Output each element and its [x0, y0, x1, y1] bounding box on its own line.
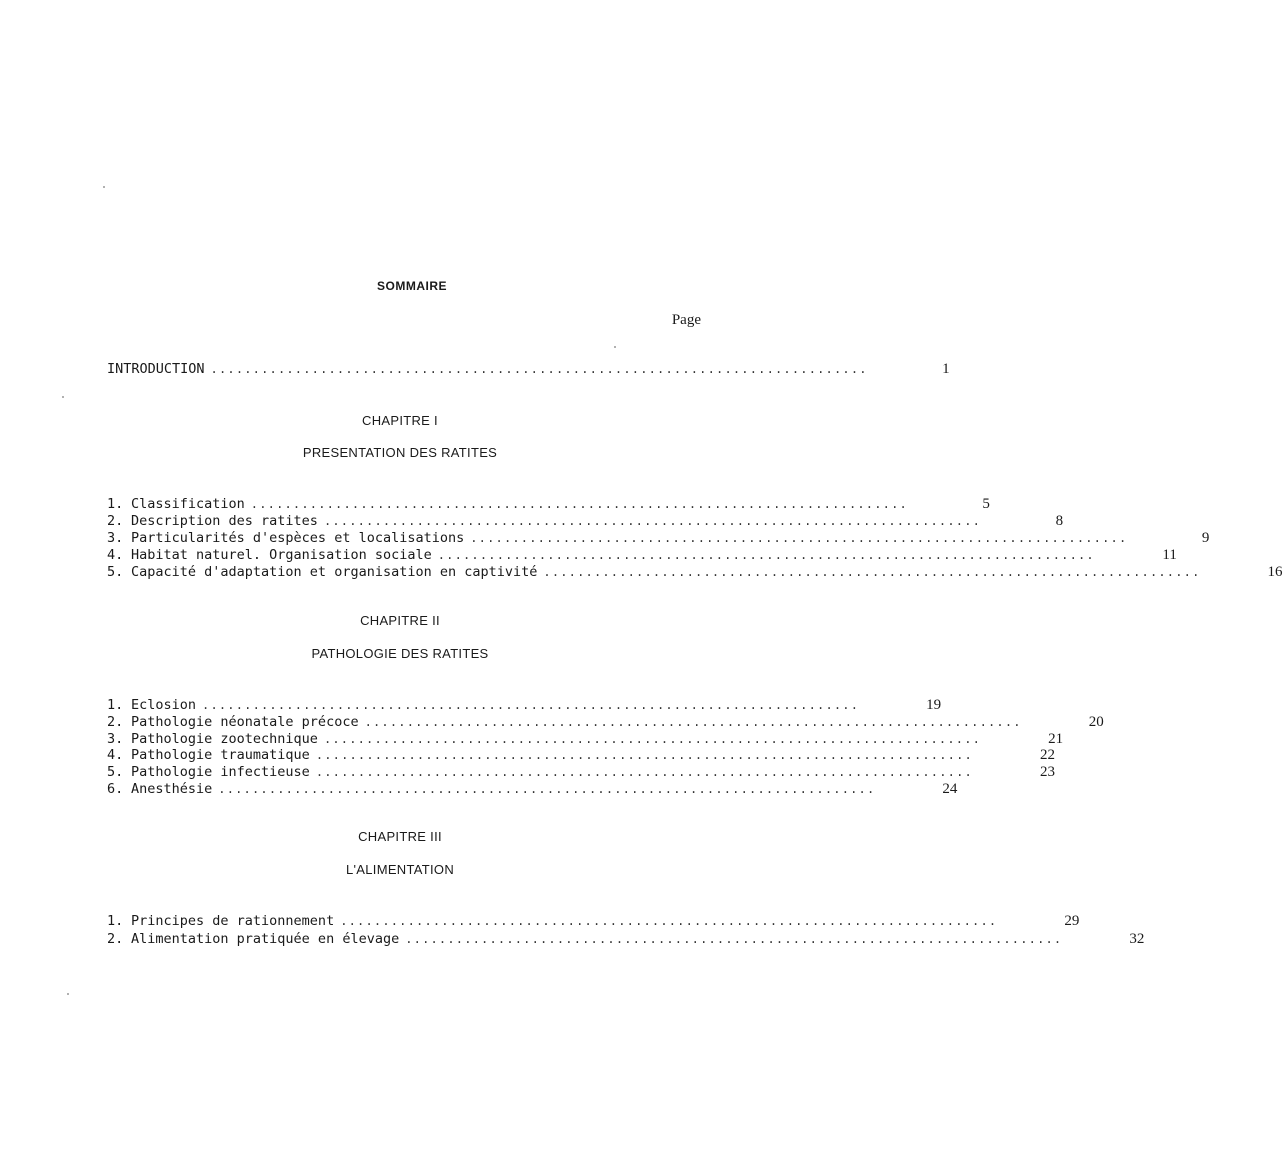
toc-entry-label: Description des ratites — [131, 513, 318, 529]
dot-leader: .............................................................................. — [315, 748, 973, 762]
toc-entry — [107, 530, 1210, 547]
toc-entry-number: 2. — [107, 931, 124, 947]
toc-entry-page: 21 — [1048, 731, 1064, 747]
toc-entry-label: Alimentation pratiquée en élevage — [131, 931, 400, 947]
toc-entry — [107, 697, 942, 714]
chapter-subtitle: L'ALIMENTATION — [345, 862, 455, 877]
toc-entry-label: Pathologie zootechnique — [131, 731, 318, 747]
document-title: SOMMAIRE — [377, 279, 447, 293]
scan-speck — [62, 396, 64, 398]
dot-leader: .............................................................................. — [405, 932, 1063, 946]
dot-leader: .............................................................................. — [250, 497, 908, 511]
toc-entry — [107, 913, 1080, 930]
toc-entry-number: 1. — [107, 913, 124, 929]
toc-entry — [107, 731, 1064, 748]
toc-entry-label: Pathologie traumatique — [131, 747, 310, 763]
toc-entry-number: 4. — [107, 547, 124, 563]
toc-entry — [107, 496, 990, 513]
toc-entry — [107, 564, 1283, 581]
toc-entry-number: 3. — [107, 530, 124, 546]
toc-entry-page: 29 — [1064, 913, 1080, 929]
dot-leader: .............................................................................. — [543, 565, 1201, 579]
toc-entry-page: 11 — [1162, 547, 1177, 563]
chapter-subtitle: PATHOLOGIE DES RATITES — [311, 646, 489, 661]
toc-entry-page: 5 — [982, 496, 990, 512]
toc-entry-label: Capacité d'adaptation et organisation en captivité — [131, 564, 538, 580]
toc-entry-page: 1 — [942, 361, 950, 377]
toc-entry-page: 19 — [926, 697, 942, 713]
dot-leader: .............................................................................. — [364, 715, 1022, 729]
toc-entry-label: Eclosion — [131, 697, 197, 713]
toc-entry-page: 9 — [1201, 530, 1210, 546]
toc-entry-number: 4. — [107, 747, 124, 763]
toc-entry-number: 2. — [107, 513, 124, 529]
scan-speck — [614, 346, 616, 348]
toc-entry-number: 5. — [107, 564, 124, 580]
toc-entry — [107, 513, 1064, 530]
scan-speck — [103, 186, 105, 188]
toc-entry-page: 23 — [1039, 764, 1055, 780]
dot-leader: .............................................................................. — [470, 531, 1128, 545]
chapter-subtitle: PRESENTATION DES RATITES — [302, 445, 498, 460]
dot-leader: .............................................................................. — [218, 782, 876, 796]
toc-entry-number: 5. — [107, 764, 124, 780]
chapter-heading: CHAPITRE I — [362, 413, 438, 428]
toc-entry-label: INTRODUCTION — [107, 361, 205, 377]
scan-speck — [67, 993, 69, 995]
chapter-heading: CHAPITRE II — [360, 613, 440, 628]
toc-entry — [107, 714, 1104, 731]
toc-entry-label: Habitat naturel. Organisation sociale — [131, 547, 432, 563]
toc-entry-label: Classification — [131, 496, 245, 512]
toc-entry-label: Principes de rationnement — [131, 913, 335, 929]
toc-entry-label: Pathologie infectieuse — [131, 764, 310, 780]
toc-entry-number: 1. — [107, 496, 124, 512]
dot-leader: .............................................................................. — [202, 698, 860, 712]
toc-entry — [107, 781, 958, 798]
toc-entry-page: 24 — [942, 781, 958, 797]
toc-entry — [107, 747, 1055, 764]
toc-entry — [107, 764, 1055, 781]
chapter-heading: CHAPITRE III — [358, 829, 442, 844]
toc-entry-introduction — [107, 361, 950, 378]
toc-entry-number: 3. — [107, 731, 124, 747]
toc-entry-number: 1. — [107, 697, 124, 713]
toc-entry-page: 8 — [1055, 513, 1064, 529]
toc-entry-label: Particularités d'espèces et localisations — [131, 530, 465, 546]
toc-entry-page: 20 — [1088, 714, 1104, 730]
dot-leader: .............................................................................. — [315, 765, 973, 779]
dot-leader: .............................................................................. — [340, 914, 998, 928]
toc-entry-page: 22 — [1039, 747, 1055, 763]
toc-entry — [107, 547, 1177, 564]
toc-entry-page: 16 — [1267, 564, 1283, 580]
toc-entry-label: Anesthésie — [131, 781, 213, 797]
dot-leader: .............................................................................. — [323, 514, 982, 528]
dot-leader: .............................................................................. — [210, 362, 868, 376]
toc-entry-number: 6. — [107, 781, 124, 797]
toc-entry-number: 2. — [107, 714, 124, 730]
dot-leader: .............................................................................. — [323, 732, 982, 746]
page-column-label: Page — [671, 312, 701, 328]
toc-entry-page: 32 — [1129, 931, 1145, 947]
toc-entry — [107, 931, 1145, 948]
dot-leader: .............................................................................. — [437, 548, 1095, 562]
toc-entry-label: Pathologie néonatale précoce — [131, 714, 359, 730]
